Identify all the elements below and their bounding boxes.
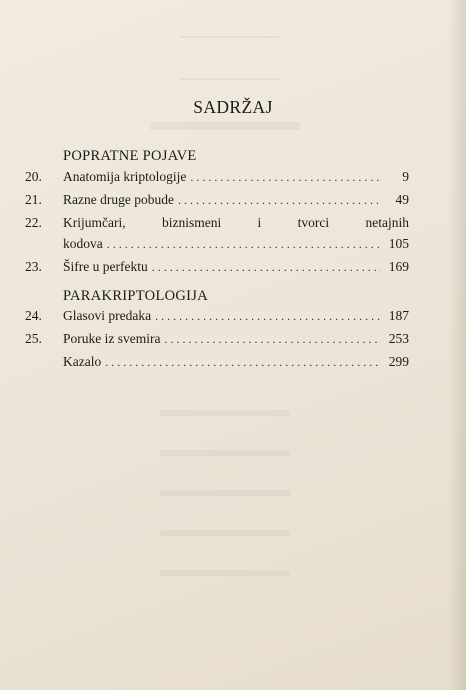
entry-number: 23. xyxy=(25,259,42,274)
entry-title-word: biznismeni xyxy=(161,215,222,230)
dot-leader xyxy=(107,234,381,254)
bleed-through-text xyxy=(180,36,280,80)
entry-title: Glasovi predaka xyxy=(63,308,152,323)
dot-leader xyxy=(155,306,381,326)
dot-leader xyxy=(178,190,381,210)
toc-entry-line2 xyxy=(25,234,409,254)
entry-title-word: tvorci xyxy=(297,215,330,230)
entry-page: 187 xyxy=(388,308,409,323)
entry-number: 22. xyxy=(25,215,42,230)
dot-leader xyxy=(164,329,381,349)
section-heading-popratne-pojave: POPRATNE POJAVE xyxy=(63,148,197,164)
toc-entry xyxy=(25,352,409,372)
entry-title: Šifre u perfektu xyxy=(63,259,148,274)
toc-entry xyxy=(25,190,409,210)
page-title: SADRŽAJ xyxy=(193,97,273,117)
toc-entry xyxy=(25,306,409,326)
toc-entry xyxy=(25,257,409,277)
entry-title-line2: kodova xyxy=(63,236,103,251)
dot-leader xyxy=(152,257,381,277)
entry-page: 105 xyxy=(388,236,409,251)
dot-leader xyxy=(105,352,381,372)
entry-number: 21. xyxy=(25,192,42,207)
entry-title-word: netajnih xyxy=(365,215,409,230)
entry-page: 9 xyxy=(402,169,409,184)
dot-leader xyxy=(190,167,381,187)
toc-entry-line1 xyxy=(25,213,409,233)
toc-entry xyxy=(25,167,409,187)
entry-page: 299 xyxy=(388,354,409,369)
entry-title-word: Krijumčari, xyxy=(63,215,126,230)
entry-page: 169 xyxy=(388,259,409,274)
entry-page: 253 xyxy=(388,331,409,346)
bleed-through-text xyxy=(160,410,290,610)
entry-number: 24. xyxy=(25,308,42,323)
entry-title-word: i xyxy=(257,215,262,230)
page-edge-shadow xyxy=(448,0,466,690)
entry-page: 49 xyxy=(395,192,409,207)
section-heading-parakriptologija: PARAKRIPTOLOGIJA xyxy=(63,288,208,304)
toc-entry xyxy=(25,329,409,349)
entry-title: Razne druge pobude xyxy=(63,192,174,207)
bleed-through-text xyxy=(150,122,300,130)
entry-number: 20. xyxy=(25,169,42,184)
entry-title: Kazalo xyxy=(63,354,102,369)
entry-title: Anatomija kriptologije xyxy=(63,169,187,184)
entry-title: Poruke iz svemira xyxy=(63,331,161,346)
entry-number: 25. xyxy=(25,331,42,346)
entry-title-line1 xyxy=(63,213,409,233)
